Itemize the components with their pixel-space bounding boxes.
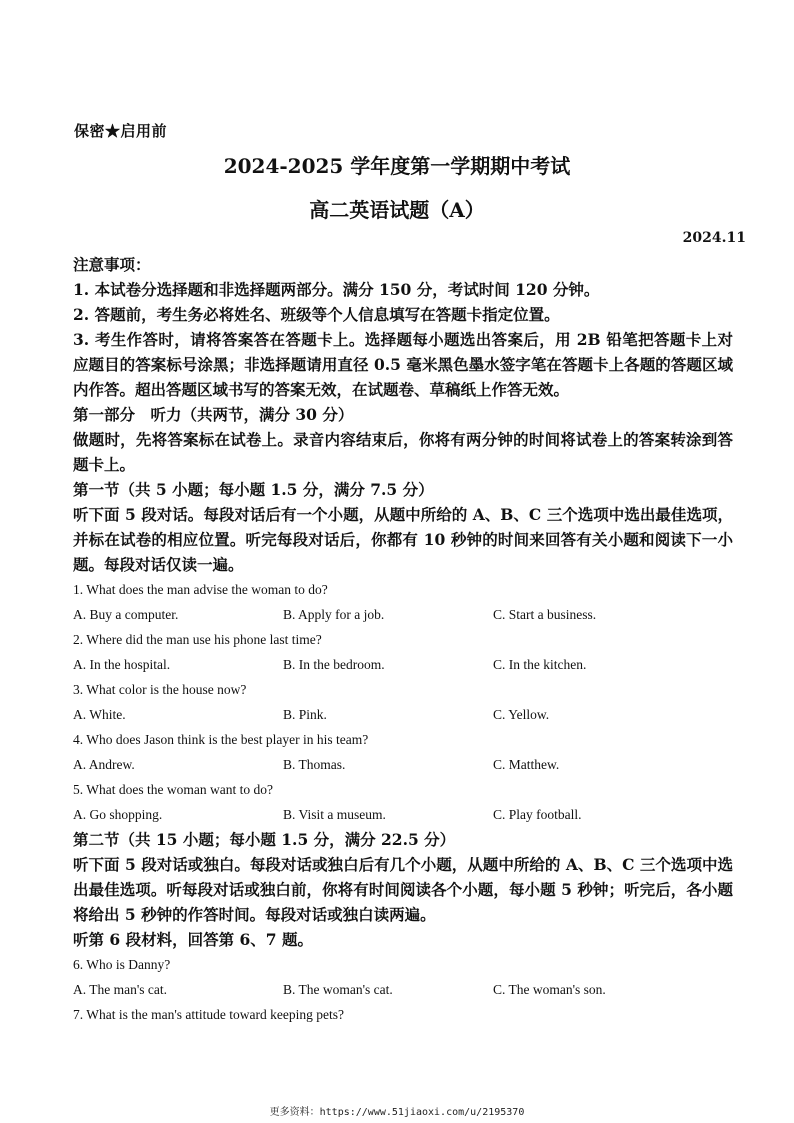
question-4: 4. Who does Jason think is the best player in his team? [73, 732, 369, 747]
question-5: 5. What does the woman want to do? [73, 782, 273, 797]
option-a: A. Go shopping. [73, 807, 163, 822]
question-1-options [73, 602, 733, 627]
question-1: 1. What does the man advise the woman to do? [73, 582, 328, 597]
section2-heading: 第二节（共 15 小题；每小题 1.5 分，满分 22.5 分） [73, 830, 456, 849]
option-b: B. Thomas. [283, 757, 346, 772]
option-a: A. Buy a computer. [73, 607, 179, 622]
option-c: C. The woman's son. [493, 982, 606, 997]
question-5-options [73, 802, 733, 827]
exam-date: 2024.11 [682, 230, 746, 246]
section1-heading: 第一节（共 5 小题；每小题 1.5 分，满分 7.5 分） [73, 480, 434, 499]
exam-body [73, 252, 733, 1027]
option-c: C. Start a business. [493, 607, 597, 622]
notice-item-1: 1. 本试卷分选择题和非选择题两部分。满分 150 分，考试时间 120 分钟。 [73, 280, 600, 299]
question-6-options [73, 977, 733, 1002]
option-b: B. The woman's cat. [283, 982, 393, 997]
section2-intro: 听下面 5 段对话或独白。每段对话或独白后有几个小题，从题中所给的 A、B、C 三个选项中选出最佳选项。听每段对话或独白前，你将有时间阅读各个小题，每小题 5 秒钟；听完后，各小题将给出 5 秒钟的作答时间。每段对话或独白读两遍。 [73, 855, 733, 924]
question-3-options [73, 702, 733, 727]
part1-heading: 第一部分 听力（共两节，满分 30 分） [73, 405, 354, 424]
option-b: B. Visit a museum. [283, 807, 386, 822]
exam-title: 2024-2025 学年度第一学期期中考试 [223, 154, 571, 178]
question-4-options [73, 752, 733, 777]
option-b: B. In the bedroom. [283, 657, 385, 672]
option-b: B. Apply for a job. [283, 607, 385, 622]
question-7: 7. What is the man's attitude toward keeping pets? [73, 1007, 344, 1022]
option-c: C. Play football. [493, 807, 582, 822]
question-6: 6. Who is Danny? [73, 957, 171, 972]
footer-link[interactable]: 更多资料：https://www.51jiaoxi.com/u/2195370 [269, 1107, 525, 1118]
section1-intro: 听下面 5 段对话。每段对话后有一个小题，从题中所给的 A、B、C 三个选项中选出最佳选项，并标在试卷的相应位置。听完每段对话后，你都有 10 秒钟的时间来回答有关小题和阅读下一小题。每段对话仅读一遍。 [73, 505, 733, 574]
exam-subtitle: 高二英语试题（A） [309, 198, 485, 222]
notice-heading: 注意事项： [73, 255, 151, 274]
question-3: 3. What color is the house now? [73, 682, 247, 697]
question-2: 2. Where did the man use his phone last time? [73, 632, 322, 647]
option-c: C. Matthew. [493, 757, 560, 772]
part1-intro: 做题时，先将答案标在试卷上。录音内容结束后，你将有两分钟的时间将试卷上的答案转涂到答题卡上。 [73, 430, 733, 474]
material-6-instruction: 听第 6 段材料，回答第 6、7 题。 [73, 930, 313, 949]
notice-item-2: 2. 答题前，考生务必将姓名、班级等个人信息填写在答题卡指定位置。 [73, 305, 560, 324]
option-a: A. White. [73, 707, 126, 722]
option-a: A. In the hospital. [73, 657, 171, 672]
option-c: C. Yellow. [493, 707, 550, 722]
question-2-options [73, 652, 733, 677]
option-c: C. In the kitchen. [493, 657, 587, 672]
option-a: A. Andrew. [73, 757, 135, 772]
option-a: A. The man's cat. [73, 982, 168, 997]
notice-item-3: 3. 考生作答时，请将答案答在答题卡上。选择题每小题选出答案后，用 2B 铅笔把答题卡上对应题目的答案标号涂黑；非选择题请用直径 0.5 毫米黑色墨水签字笔在答题卡上各题的答题区域内作答。超出答题区域书写的答案无效，在试题卷、草稿纸上作答无效。 [73, 330, 733, 399]
confidential-mark: 保密★启用前 [74, 122, 168, 140]
option-b: B. Pink. [283, 707, 327, 722]
